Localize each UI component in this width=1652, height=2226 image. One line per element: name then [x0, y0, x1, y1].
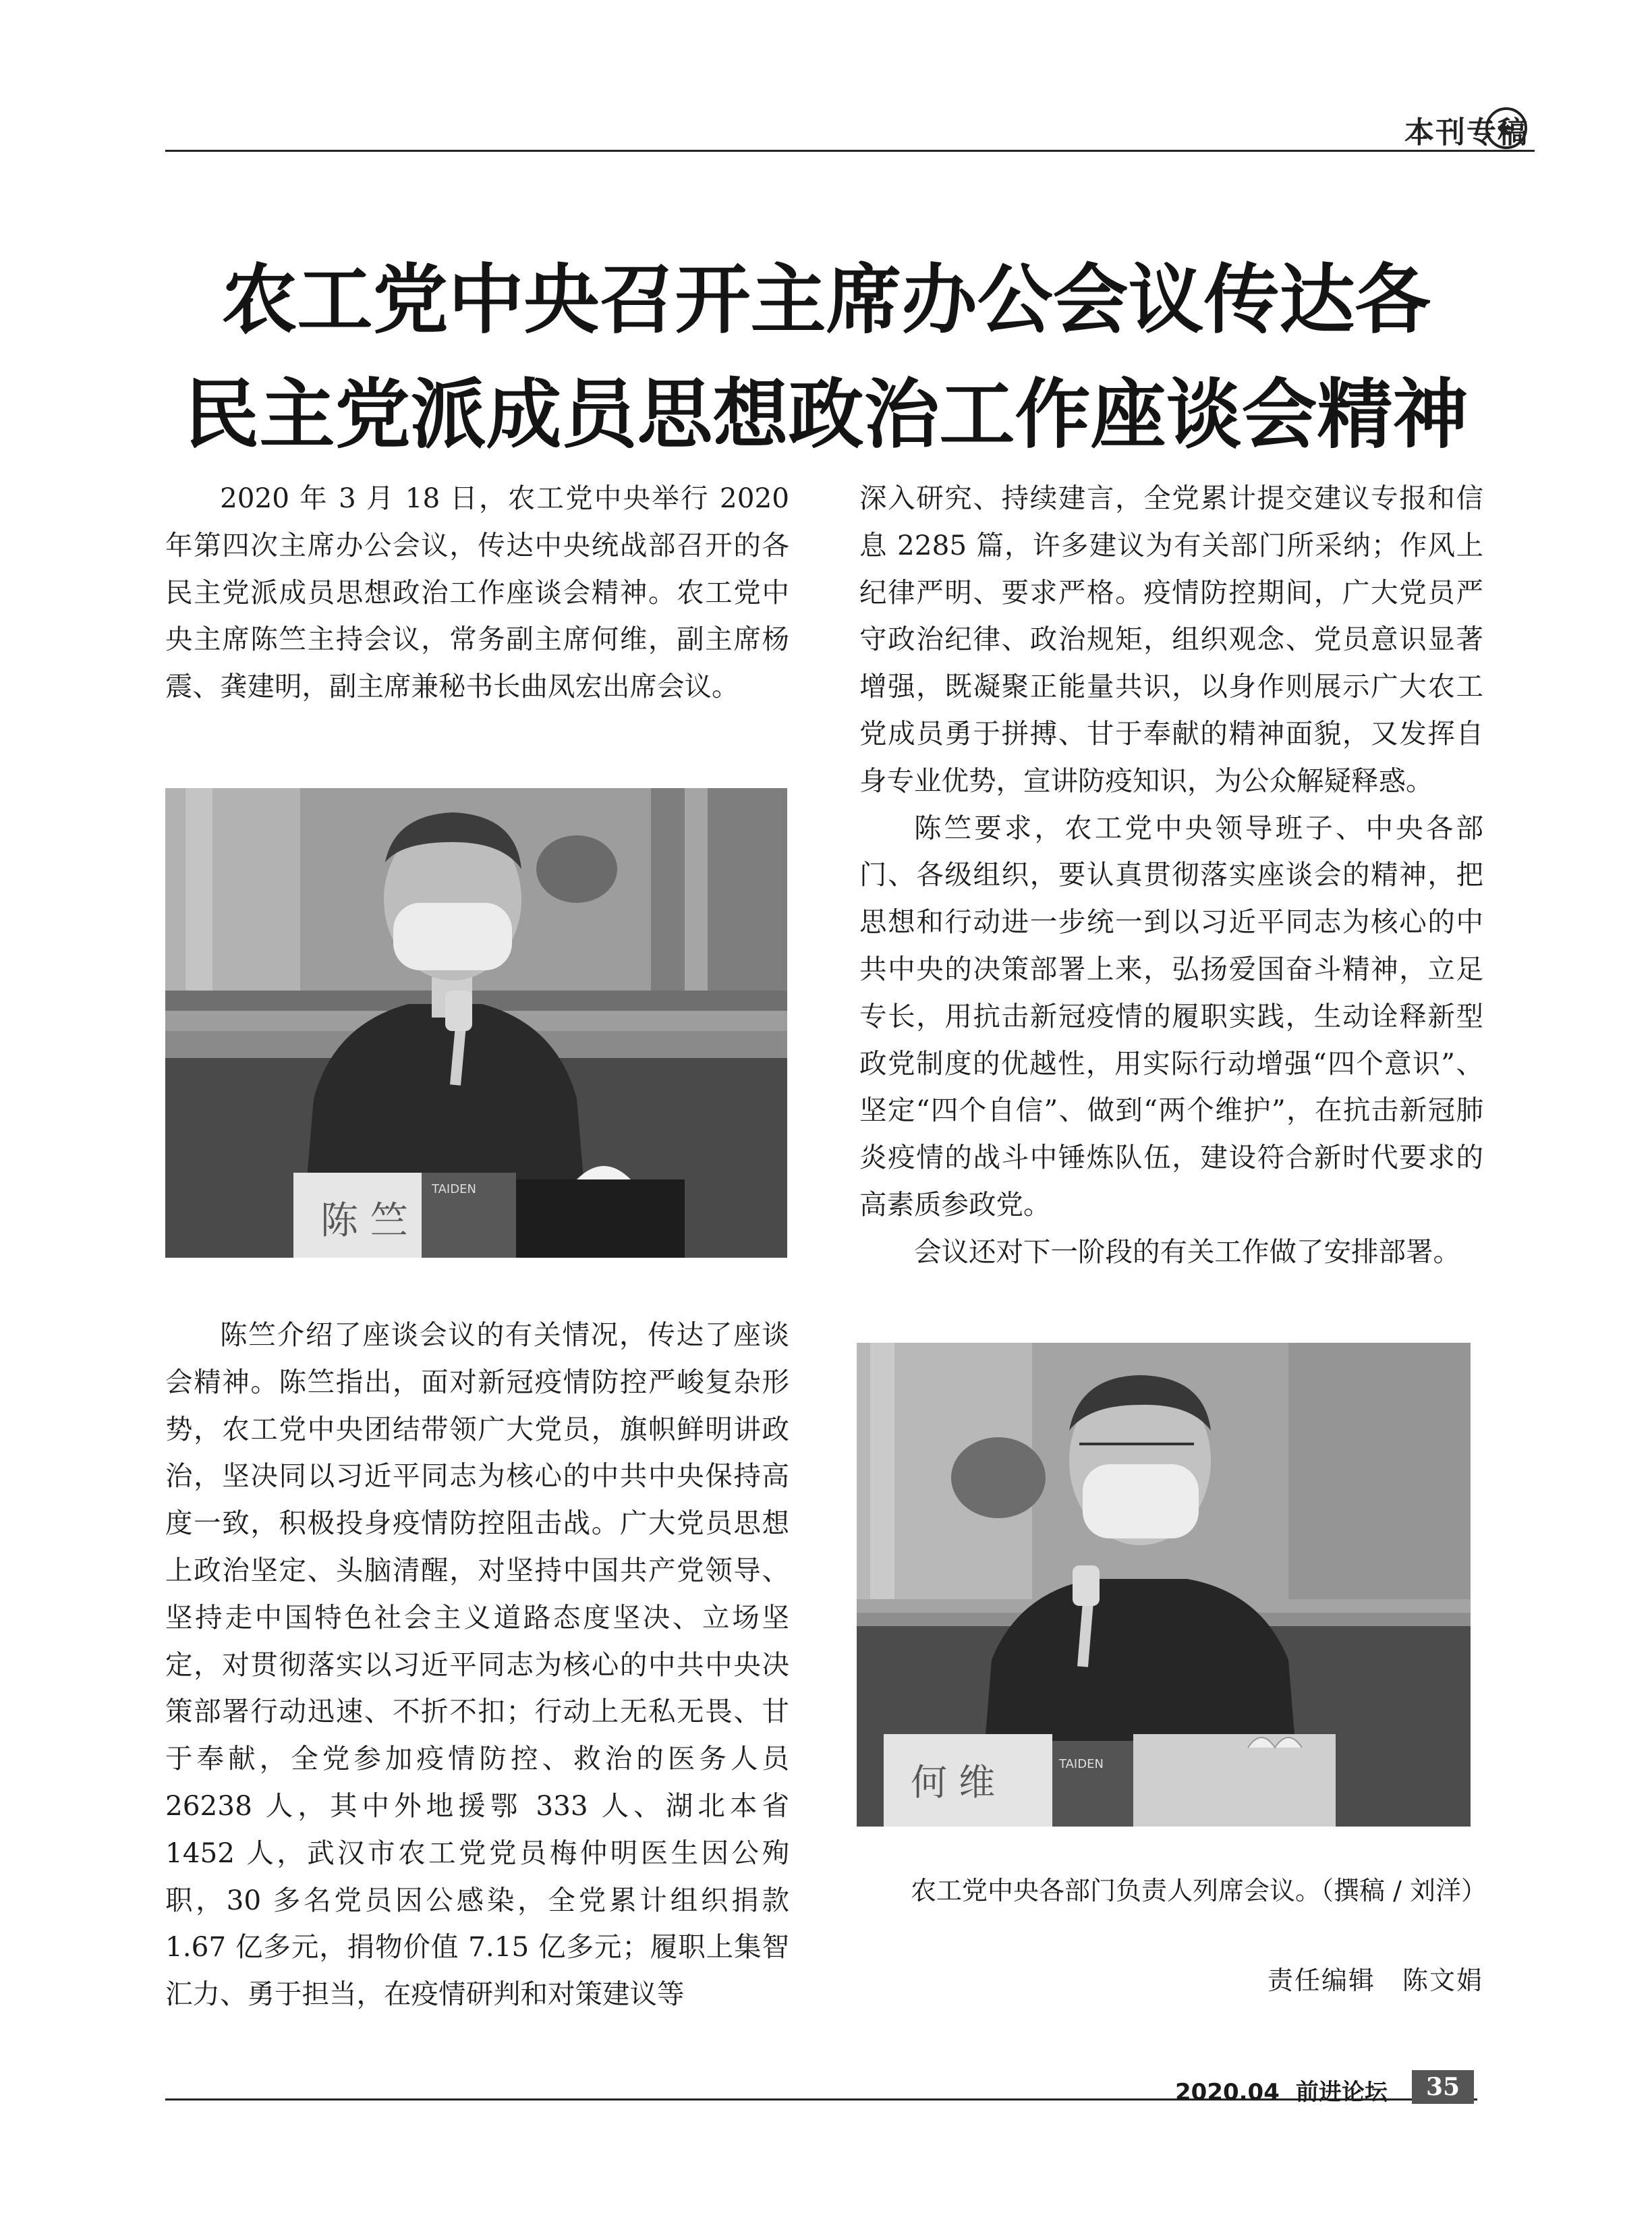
article-title — [0, 243, 1652, 472]
nameplate-he-wei: 何 维 — [911, 1761, 996, 1804]
section-label: 本刊专稿 — [1404, 115, 1529, 150]
arrow-left-circle-icon — [1485, 107, 1527, 149]
caption-text: 农工党中央各部门负责人列席会议。（撰稿 / 刘洋） — [911, 1876, 1487, 1905]
paragraph-2: 陈竺介绍了座谈会议的有关情况，传达了座谈会精神。陈竺指出，面对新冠疫情防控严峻复杂形势，农工党中央团结带领广大党员，旗帜鲜明讲政治，坚决同以习近平同志为核心的中共中央保持高度一致，积极投身疫情防控阻击战。广大党员思想上政治坚定、头脑清醒，对坚持中国共产党领导、坚持走中国特色社会主义道路态度坚决、立场坚定，对贯彻落实以习近平同志为核心的中共中央决策部署行动迅速、不折不扣；行动上无私无畏、甘于奉献，全党参加疫情防控、救治的医务人员 26238 人，其中外地援鄂 333 人、湖北本省 1452 人，武汉市农工党党员梅仲明医生因公殉职，30 多名党员因公感染，全党累计组织捐款 1.67 亿多元，捐物价值 7.15 亿多元；履职上集智汇力、勇于担当，在疫情研判和对策建议等 — [165, 1318, 789, 2011]
header-rule — [165, 150, 1535, 152]
left-column-bottom — [165, 1312, 789, 2018]
mic-brand-2: TAIDEN — [1059, 1757, 1104, 1771]
paragraph-3: 陈竺要求，农工党中央领导班子、中央各部门、各级组织，要认真贯彻落实座谈会的精神，把思想和行动进一步统一到以习近平同志为核心的中共中央的决策部署上来，弘扬爱国奋斗精神，立足专长，用抗击新冠疫情的履职实践，生动诠释新型政党制度的优越性，用实际行动增强“四个意识”、坚定“四个自信”、做到“两个维护”，在抗击新冠肺炎疫情的战斗中锤炼队伍，建设符合新时代要求的高素质参政党。 — [859, 811, 1483, 1221]
right-column-top — [859, 475, 1483, 1276]
title-line-2: 民主党派成员思想政治工作座谈会精神 — [183, 371, 1469, 459]
title-line-1: 农工党中央召开主席办公会议传达各 — [221, 256, 1431, 344]
photo-chen-zhu — [165, 788, 787, 1258]
responsible-editor: 责任编辑 陈文娟 — [1267, 1966, 1483, 1995]
page-number: 35 — [1412, 2070, 1474, 2104]
footer-issue: 2020.04 — [1175, 2079, 1280, 2106]
mic-brand-1: TAIDEN — [432, 1182, 476, 1196]
paragraph-2-continued: 深入研究、持续建言，全党累计提交建议专报和信息 2285 篇，许多建议为有关部门所采纳；作风上纪律严明、要求严格。疫情防控期间，广大党员严守政治纪律、政治规矩，组织观念、党员意识显著增强，既凝聚正能量共识，以身作则展示广大农工党成员勇于拼搏、甘于奉献的精神面貌，又发挥自身专业优势，宣讲防疫知识，为公众解疑释惑。 — [859, 482, 1483, 797]
footer-journal: 前进论坛 — [1295, 2079, 1388, 2106]
photo-caption — [859, 1869, 1487, 1913]
photo-he-wei — [857, 1343, 1471, 1827]
paragraph-4: 会议还对下一阶段的有关工作做了安排部署。 — [914, 1235, 1460, 1268]
nameplate-chen-zhu: 陈 竺 — [320, 1199, 408, 1243]
paragraph-1: 2020 年 3 月 18 日，农工党中央举行 2020 年第四次主席办公会议，传达中央统战部召开的各民主党派成员思想政治工作座谈会精神。农工党中央主席陈竺主持会议，常务副主席何维，副主席杨震、龚建明，副主席兼秘书长曲凤宏出席会议。 — [165, 482, 789, 703]
footer-issue-journal — [1175, 2074, 1388, 2107]
left-column-top — [165, 475, 789, 711]
